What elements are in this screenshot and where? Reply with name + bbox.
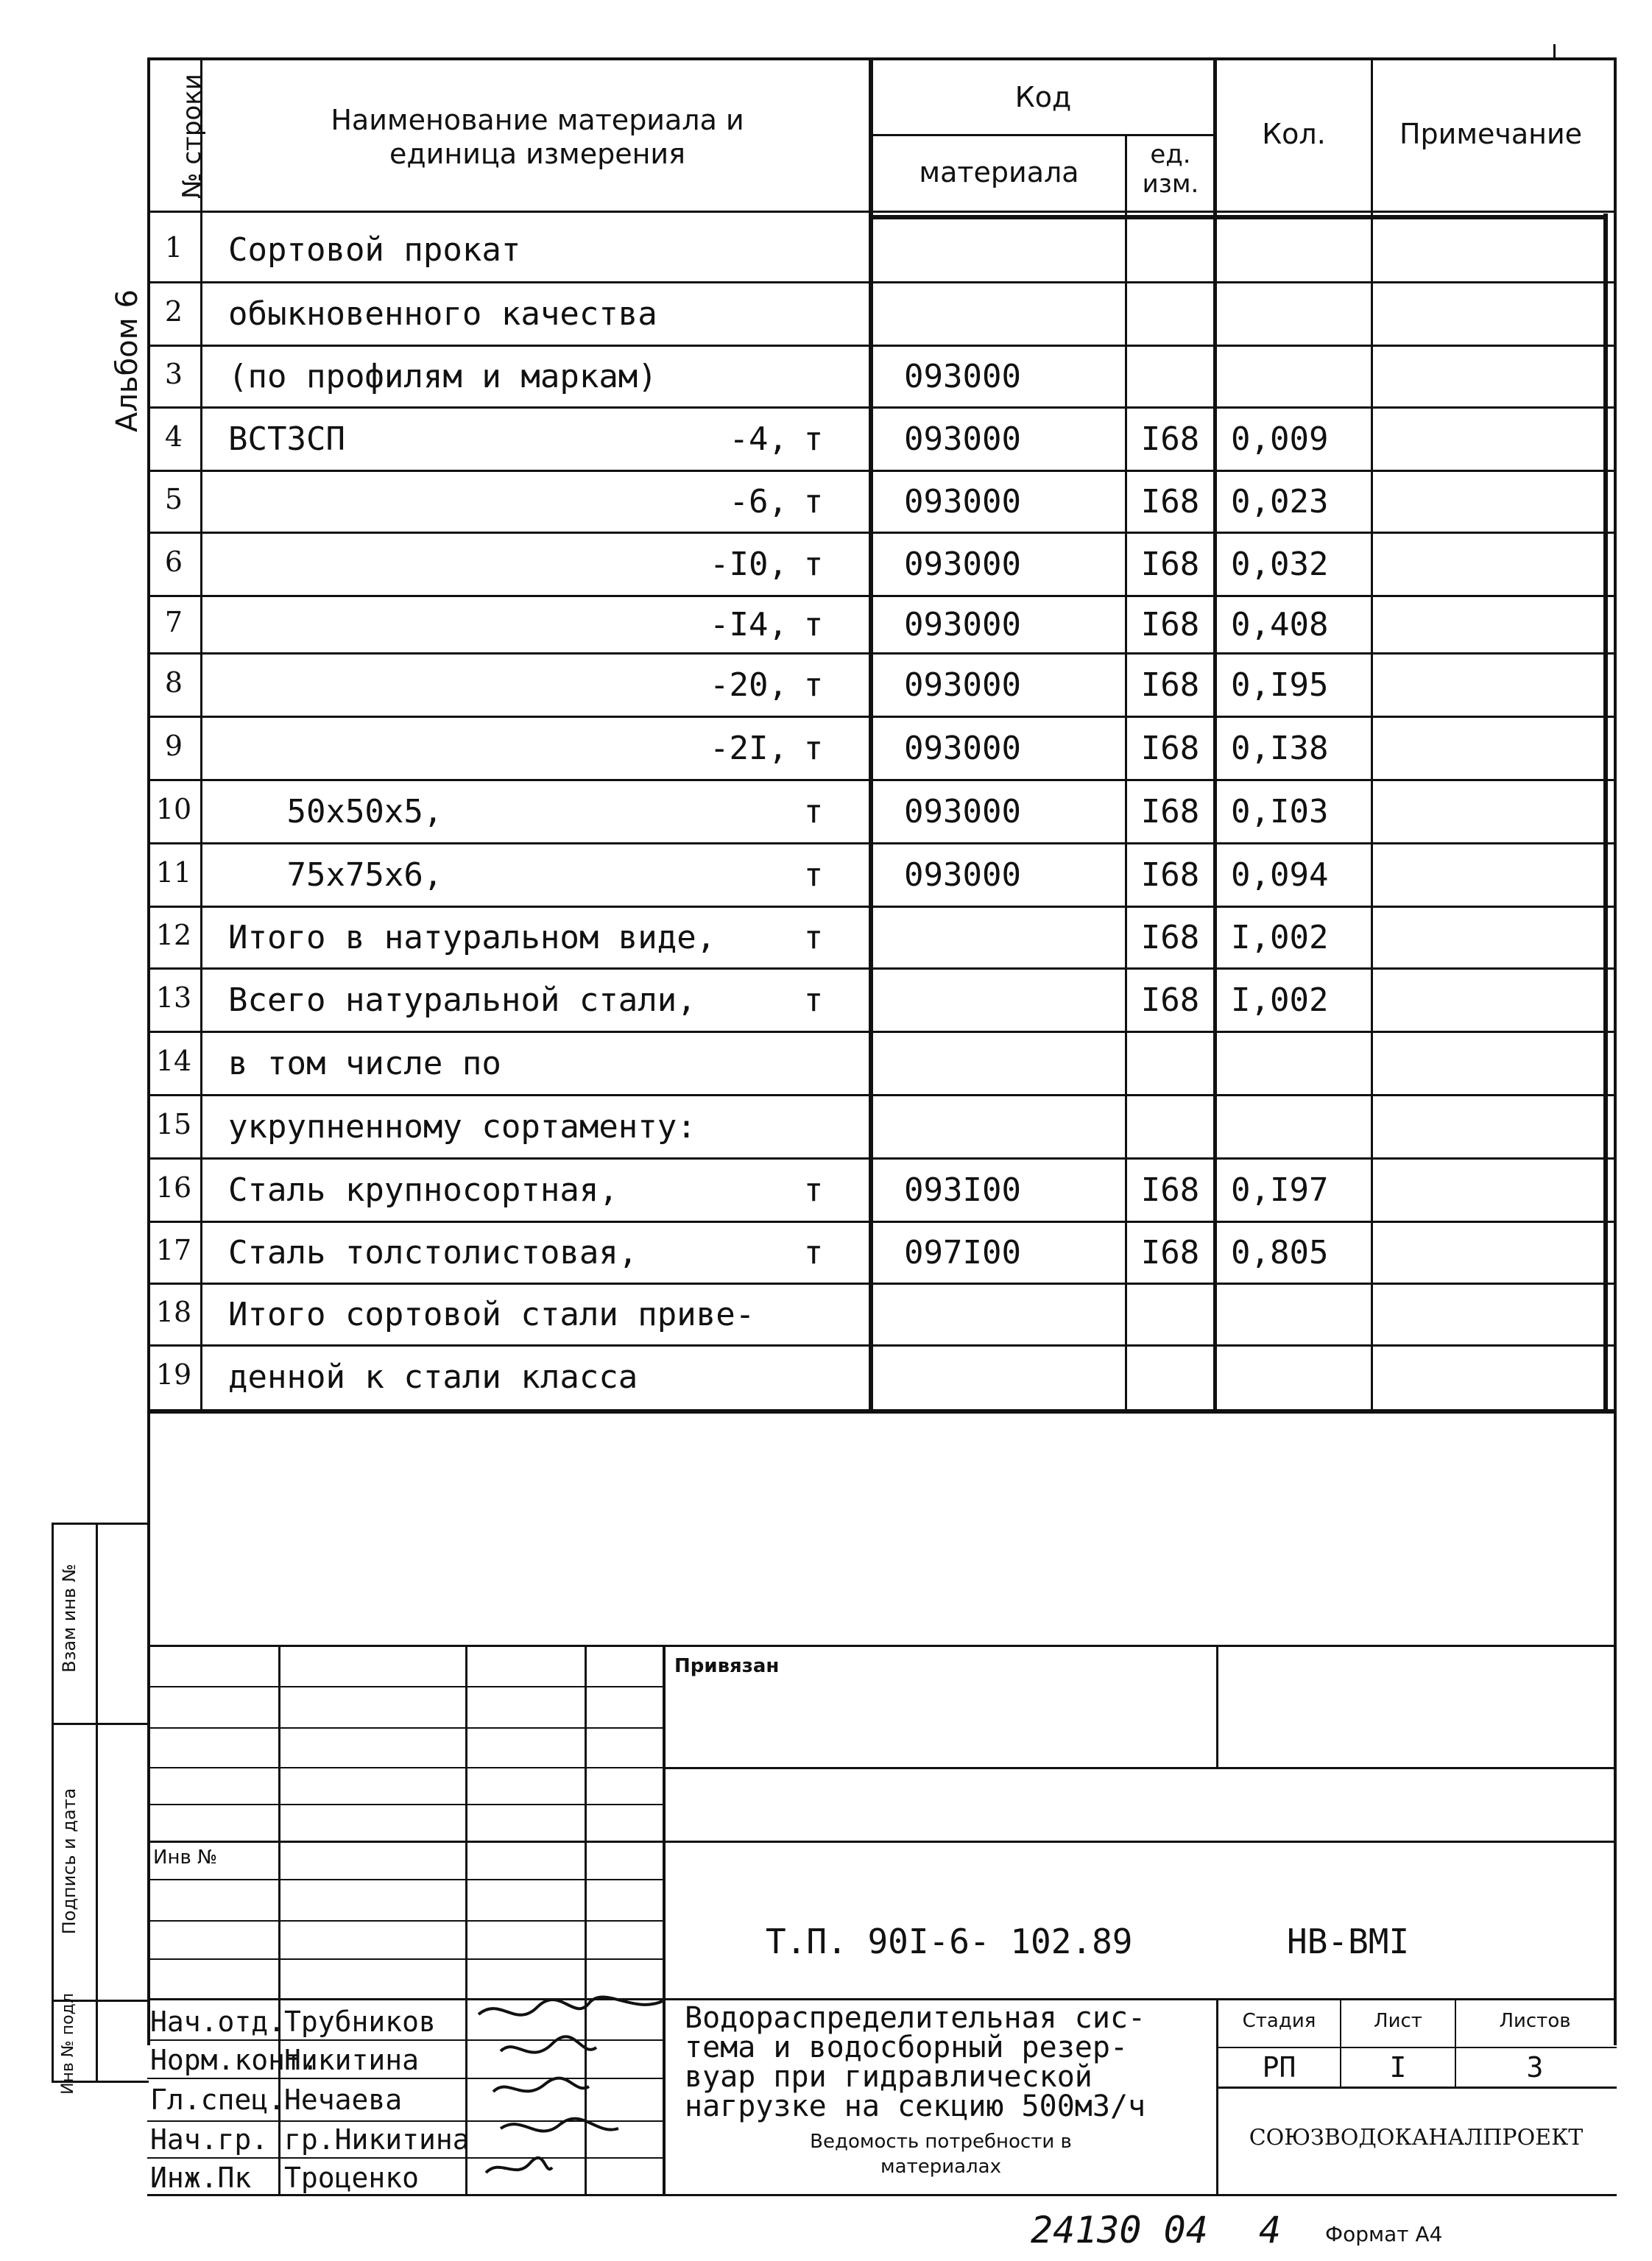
- row-name: Сортовой прокат: [228, 231, 521, 269]
- row-name: в том числе по: [228, 1045, 501, 1082]
- person-role-1: Нач.отд.: [150, 2006, 286, 2038]
- row-unit-code: I68: [1140, 730, 1200, 767]
- row-number: 13: [155, 981, 192, 1014]
- row-divider: [147, 281, 1617, 283]
- row-divider: [147, 406, 1617, 409]
- row-name: укрупненному сортаменту:: [228, 1108, 696, 1146]
- row-unit-letter: т: [803, 1234, 824, 1271]
- row-number: 16: [155, 1171, 192, 1204]
- row-name: (по профилям и маркам): [228, 358, 657, 395]
- row-material-code: 093000: [904, 856, 1021, 894]
- person-role-4: Нач.гр.: [150, 2123, 269, 2156]
- privyazan-label: Привязан: [674, 1655, 780, 1677]
- row-unit-code: I68: [1140, 981, 1200, 1019]
- row-unit-code: I68: [1140, 546, 1200, 583]
- row-divider: [147, 1031, 1617, 1033]
- header-qty: Кол.: [1262, 118, 1326, 150]
- row-unit-code: I68: [1140, 420, 1200, 458]
- person-name-1: Трубников: [284, 2006, 436, 2038]
- row-number: 3: [164, 358, 183, 390]
- row-unit-code: I68: [1140, 793, 1200, 830]
- row-dimension: -4,: [729, 420, 788, 458]
- row-dimension: -2I,: [710, 730, 788, 767]
- row-quantity: 0,023: [1231, 483, 1329, 521]
- table-top-border: [147, 57, 1617, 60]
- row-quantity: 0,032: [1231, 546, 1329, 583]
- row-name: Сталь толстолистовая,: [228, 1234, 638, 1271]
- row-divider: [147, 532, 1617, 534]
- row-divider: [147, 842, 1617, 844]
- row-dimension: -I4,: [710, 606, 788, 643]
- row-divider: [147, 906, 1617, 908]
- row-material-code: 093000: [904, 666, 1021, 704]
- row-unit-letter: т: [803, 420, 824, 458]
- row-number: 17: [155, 1234, 192, 1266]
- person-name-5: Троценко: [284, 2162, 420, 2194]
- row-dimension: -I0,: [710, 546, 788, 583]
- row-name: денной к стали класса: [228, 1358, 638, 1396]
- row-number: 15: [155, 1108, 192, 1140]
- row-quantity: 0,408: [1231, 606, 1329, 643]
- title-line-2: тема и водосборный резер-: [685, 2031, 1129, 2064]
- row-material-code: 093000: [904, 483, 1021, 521]
- row-unit-letter: т: [803, 483, 824, 521]
- row-unit-code: I68: [1140, 606, 1200, 643]
- row-material-code: 093000: [904, 358, 1021, 395]
- sheet-value: I: [1389, 2051, 1407, 2084]
- row-name: ВСТ3СП: [228, 420, 345, 458]
- row-quantity: 0,094: [1231, 856, 1329, 894]
- row-unit-letter: т: [803, 1171, 824, 1209]
- row-number: 11: [155, 856, 192, 889]
- table-left-border: [147, 57, 150, 2045]
- row-unit-code: I68: [1140, 919, 1200, 956]
- row-number: 8: [164, 666, 183, 699]
- row-divider: [147, 595, 1617, 597]
- row-name: Итого в натуральном виде,: [228, 919, 716, 956]
- row-unit-letter: т: [803, 606, 824, 643]
- person-role-2: Норм.конт.: [150, 2044, 319, 2076]
- row-number: 9: [164, 730, 183, 762]
- title-line-4: нагрузке на секцию 500м3/ч: [685, 2089, 1146, 2123]
- row-unit-code: I68: [1140, 666, 1200, 704]
- row-divider: [147, 345, 1617, 347]
- row-unit-letter: т: [803, 793, 824, 830]
- row-number: 2: [164, 295, 183, 328]
- row-name: Всего натуральной стали,: [228, 981, 696, 1019]
- row-number: 6: [164, 546, 183, 578]
- person-name-2: Никитина: [284, 2044, 420, 2076]
- row-divider: [147, 779, 1617, 781]
- row-number: 7: [164, 606, 183, 638]
- row-unit-letter: т: [803, 919, 824, 956]
- table-right-border: [1614, 57, 1617, 2045]
- page-number: 4: [1259, 2209, 1282, 2251]
- row-unit-code: I68: [1140, 1234, 1200, 1271]
- row-quantity: 0,I03: [1231, 793, 1329, 830]
- row-dimension: -20,: [710, 666, 788, 704]
- row-number: 19: [155, 1358, 192, 1391]
- row-name: Итого сортовой стали приве-: [228, 1296, 755, 1333]
- sheet-label: Лист: [1374, 2010, 1422, 2032]
- row-divider: [147, 1157, 1617, 1160]
- row-number: 4: [164, 420, 183, 453]
- format-label: Формат А4: [1325, 2222, 1443, 2246]
- album-label: Альбом 6: [110, 289, 144, 432]
- side-label-inv-vzam: Взам инв №: [59, 1564, 80, 1673]
- row-divider: [147, 967, 1617, 970]
- header-row-number: № строки: [177, 74, 207, 199]
- row-unit-letter: т: [803, 856, 824, 894]
- row-material-code: 097I00: [904, 1234, 1021, 1271]
- row-unit-letter: т: [803, 546, 824, 583]
- title-line-1: Водораспределительная сис-: [685, 2001, 1146, 2035]
- row-material-code: 093000: [904, 546, 1021, 583]
- row-number: 1: [164, 231, 183, 264]
- inv-no-label: Инв №: [153, 1846, 218, 1869]
- header-code: Код: [1014, 81, 1072, 113]
- title-line-3: вуар при гидравлической: [685, 2060, 1092, 2094]
- row-name: 50х50х5,: [228, 793, 443, 830]
- row-quantity: 0,I95: [1231, 666, 1329, 704]
- row-dimension: -6,: [729, 483, 788, 521]
- organization-name: СОЮЗВОДОКАНАЛПРОЕКТ: [1249, 2125, 1584, 2151]
- header-note: Примечание: [1399, 118, 1583, 150]
- person-name-3: Нечаева: [284, 2084, 403, 2116]
- row-number: 12: [155, 919, 192, 951]
- header-code-material: материала: [919, 156, 1079, 188]
- header-code-unit: ед. изм.: [1142, 140, 1199, 199]
- row-quantity: I,002: [1231, 981, 1329, 1019]
- row-quantity: 0,805: [1231, 1234, 1329, 1271]
- row-divider: [147, 1094, 1617, 1096]
- row-unit-code: I68: [1140, 483, 1200, 521]
- row-unit-letter: т: [803, 666, 824, 704]
- row-divider: [147, 716, 1617, 718]
- row-material-code: 093000: [904, 420, 1021, 458]
- person-name-4: гр.Никитина: [284, 2123, 470, 2156]
- stage-value: РП: [1262, 2051, 1296, 2084]
- sheets-value: 3: [1526, 2051, 1544, 2084]
- row-number: 5: [164, 483, 183, 515]
- document-code: Т.П. 90I-6- 102.89: [766, 1922, 1133, 1961]
- row-name: 75х75х6,: [228, 856, 443, 894]
- row-divider: [147, 1221, 1617, 1223]
- row-unit-letter: т: [803, 730, 824, 767]
- person-role-5: Инж.Пк: [150, 2162, 252, 2194]
- row-number: 18: [155, 1296, 192, 1328]
- row-name: обыкновенного качества: [228, 295, 657, 333]
- row-divider: [147, 1283, 1617, 1285]
- row-divider: [147, 470, 1617, 472]
- row-material-code: 093I00: [904, 1171, 1021, 1209]
- side-label-inv-podl: Инв № подл: [59, 1993, 77, 2095]
- row-quantity: 0,009: [1231, 420, 1329, 458]
- row-quantity: 0,I38: [1231, 730, 1329, 767]
- row-unit-code: I68: [1140, 856, 1200, 894]
- header-name: Наименование материала и единица измерения: [331, 104, 744, 170]
- stage-label: Стадия: [1242, 2010, 1316, 2032]
- row-material-code: 093000: [904, 730, 1021, 767]
- row-divider: [147, 1344, 1617, 1347]
- sheets-label: Листов: [1499, 2010, 1571, 2032]
- row-number: 14: [155, 1045, 192, 1077]
- side-label-podpis: Подпись и дата: [59, 1788, 80, 1935]
- subtitle-1: Ведомость потребности в: [810, 2131, 1072, 2153]
- row-material-code: 093000: [904, 606, 1021, 643]
- row-unit-letter: т: [803, 981, 824, 1019]
- subtitle-2: материалах: [880, 2156, 1001, 2178]
- row-divider: [147, 652, 1617, 655]
- row-number: 10: [155, 793, 192, 825]
- row-name: Сталь крупносортная,: [228, 1171, 618, 1209]
- person-role-3: Гл.спец.: [150, 2084, 286, 2116]
- row-unit-code: I68: [1140, 1171, 1200, 1209]
- archive-number: 24130 04: [1031, 2209, 1208, 2251]
- row-material-code: 093000: [904, 793, 1021, 830]
- row-quantity: I,002: [1231, 919, 1329, 956]
- row-quantity: 0,I97: [1231, 1171, 1329, 1209]
- sheet-code: НВ-ВМI: [1287, 1922, 1410, 1961]
